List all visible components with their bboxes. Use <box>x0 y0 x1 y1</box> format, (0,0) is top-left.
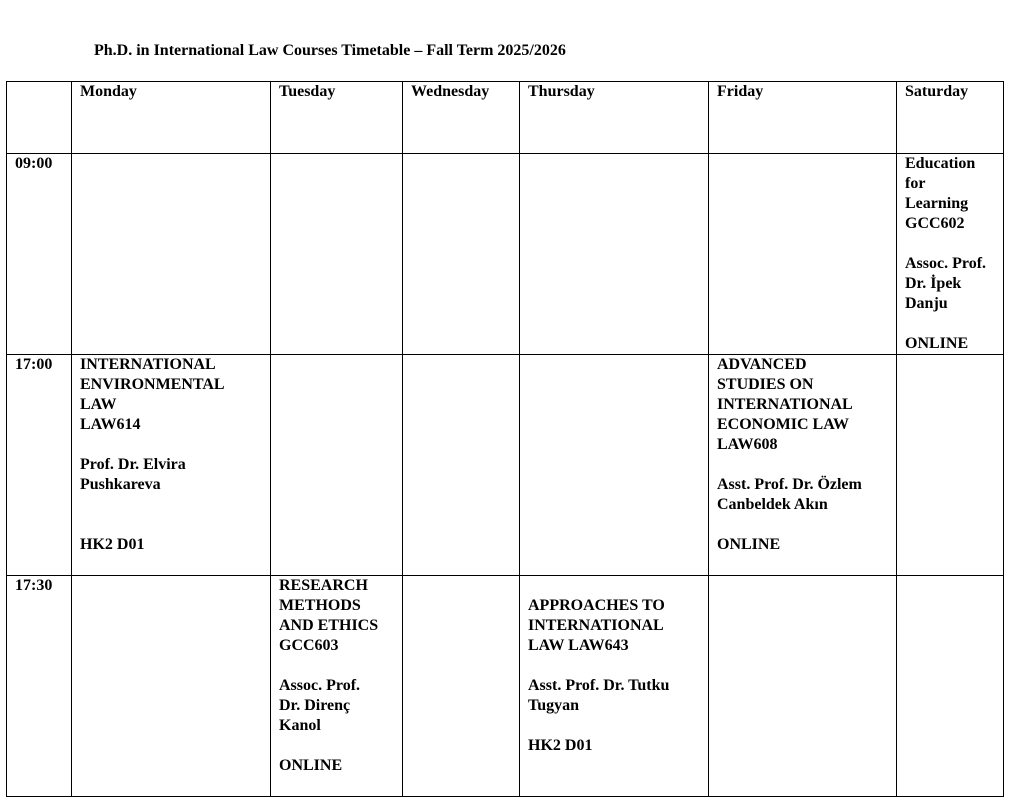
day-header-tuesday: Tuesday <box>271 82 403 154</box>
day-header-saturday: Saturday <box>897 82 1004 154</box>
cell-wednesday-1700 <box>403 355 520 576</box>
course-location: ONLINE <box>905 335 969 352</box>
cell-tuesday-1700 <box>271 355 403 576</box>
course-title-line: ADVANCED <box>717 356 807 373</box>
cell-tuesday-1730 <box>271 576 403 797</box>
instructor-line: Canbeldek Akın <box>717 496 828 513</box>
time-row-1700 <box>7 355 1004 576</box>
course-title-line: METHODS <box>279 597 361 614</box>
cell-thursday-1730 <box>520 576 709 797</box>
day-header-wednesday: Wednesday <box>403 82 520 154</box>
instructor-line: Pushkareva <box>80 476 161 493</box>
instructor-line: Asst. Prof. Dr. Tutku <box>528 677 670 694</box>
cell-monday-0900 <box>72 154 271 355</box>
cell-thursday-0900 <box>520 154 709 355</box>
course-title-line: Education <box>905 155 976 172</box>
course-title-line: Learning <box>905 195 969 212</box>
course-title-line: STUDIES ON <box>717 376 814 393</box>
instructor-line: Prof. Dr. Elvira <box>80 456 186 473</box>
course-title-line: LAW LAW643 <box>528 637 629 654</box>
time-label-1730: 17:30 <box>7 576 72 797</box>
course-location: ONLINE <box>717 536 781 553</box>
day-header-friday: Friday <box>709 82 897 154</box>
time-label-1700: 17:00 <box>7 355 72 576</box>
instructor-line: Danju <box>905 295 948 312</box>
course-code: GCC602 <box>905 215 965 232</box>
instructor-line: Assoc. Prof. <box>905 255 987 272</box>
course-title-line: ENVIRONMENTAL <box>80 376 225 393</box>
cell-saturday-0900 <box>897 154 1004 355</box>
day-header-thursday: Thursday <box>520 82 709 154</box>
course-title-line: INTERNATIONAL <box>528 617 664 634</box>
instructor-line: Dr. İpek <box>905 275 962 292</box>
instructor-line: Dr. Direnç <box>279 697 351 714</box>
time-row-0900 <box>7 154 1004 355</box>
course-location: ONLINE <box>279 757 343 774</box>
course-code: LAW608 <box>717 436 778 453</box>
cell-thursday-1700 <box>520 355 709 576</box>
course-title-line: AND ETHICS <box>279 617 379 634</box>
cell-wednesday-0900 <box>403 154 520 355</box>
cell-monday-1700 <box>72 355 271 576</box>
corner-cell <box>7 82 72 154</box>
cell-tuesday-0900 <box>271 154 403 355</box>
course-title-line: APPROACHES TO <box>528 597 665 614</box>
cell-friday-0900 <box>709 154 897 355</box>
course-title-line: INTERNATIONAL <box>80 356 216 373</box>
time-row-1730 <box>7 576 1004 797</box>
cell-friday-1700 <box>709 355 897 576</box>
day-header-monday: Monday <box>72 82 271 154</box>
cell-saturday-1700 <box>897 355 1004 576</box>
instructor-line: Kanol <box>279 717 321 734</box>
course-title-line: ECONOMIC LAW <box>717 416 850 433</box>
course-title-line: LAW <box>80 396 117 413</box>
course-title-line: RESEARCH <box>279 577 368 594</box>
instructor-line: Tugyan <box>528 697 579 714</box>
timetable <box>6 81 1004 797</box>
course-title-line: for <box>905 175 926 192</box>
header-row <box>7 82 1004 154</box>
course-location: HK2 D01 <box>528 737 593 754</box>
course-code: LAW614 <box>80 416 141 433</box>
cell-wednesday-1730 <box>403 576 520 797</box>
page-title: Ph.D. in International Law Courses Timetable – Fall Term 2025/2026 <box>94 42 566 59</box>
course-location: HK2 D01 <box>80 536 145 553</box>
cell-friday-1730 <box>709 576 897 797</box>
course-title-line: INTERNATIONAL <box>717 396 853 413</box>
instructor-line: Asst. Prof. Dr. Özlem <box>717 476 862 493</box>
cell-monday-1730 <box>72 576 271 797</box>
course-code: GCC603 <box>279 637 339 654</box>
time-label-0900: 09:00 <box>7 154 72 355</box>
cell-saturday-1730 <box>897 576 1004 797</box>
instructor-line: Assoc. Prof. <box>279 677 361 694</box>
